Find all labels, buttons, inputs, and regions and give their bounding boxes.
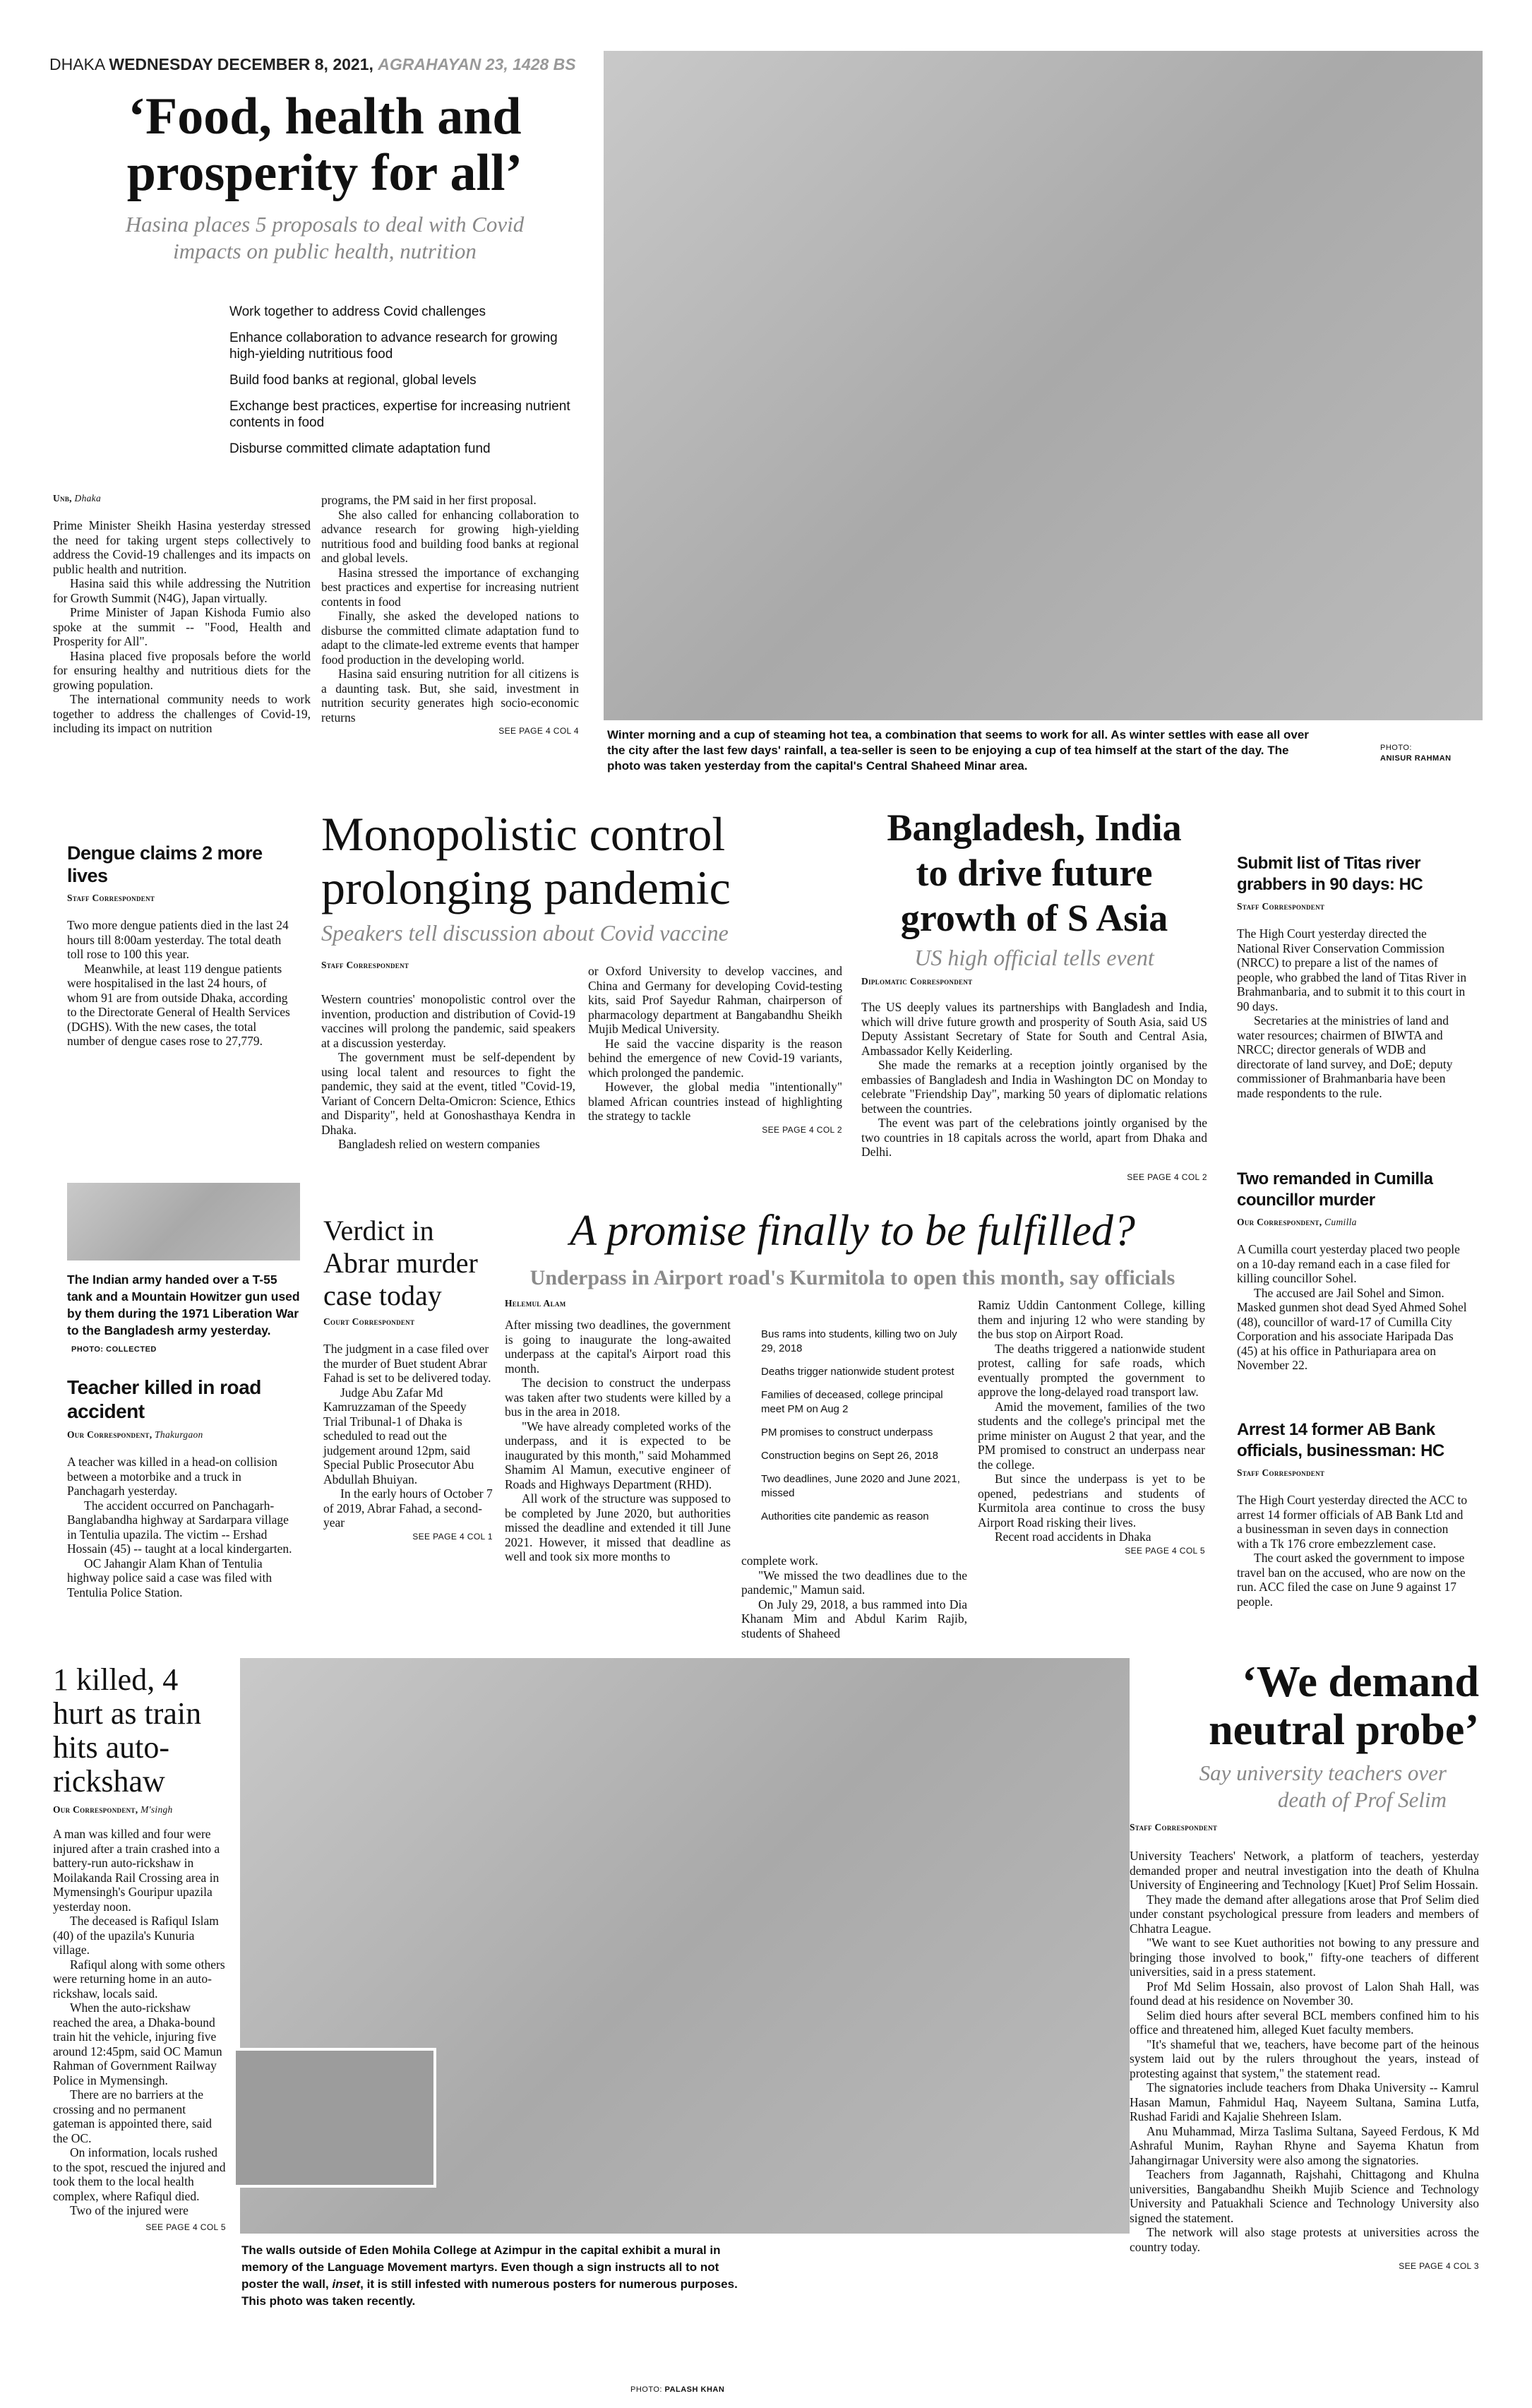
lead-bullet: Exchange best practices, expertise for increasing nutrient contents in food: [229, 399, 570, 430]
lead-body-1: [53, 518, 311, 736]
promise-col-2-tail: [741, 1554, 967, 1640]
mural-caption-inset: inset: [332, 2277, 361, 2291]
lead-bullet: Disburse committed climate adaptation fund: [229, 441, 491, 456]
train-byline-place: M'singh: [140, 1804, 173, 1815]
cumilla-headline: Two remanded in Cumilla councillor murder: [1237, 1169, 1433, 1210]
paragraph: The accused are Jail Sohel and Simon. Masked gunmen shot dead Syed Ahmed Sohel (48), councillor of ward-17 of Cumilla City Corporation and his associate Haripada Das (45) at his office in Pathuriapara area on November 22.: [1237, 1285, 1467, 1372]
lead-subheadline: [49, 211, 600, 265]
promise-byline: Helemul Alam: [505, 1298, 566, 1309]
paragraph: A man was killed and four were injured after a train crashed into a battery-run auto-rickshaw in Moilakanda Rail Crossing area in Mymensingh's Gouripur upazila yesterday noon.: [53, 1827, 220, 1914]
paragraph: Hasina said this while addressing the Nutrition for Growth Summit (N4G), Japan virtually.: [53, 576, 311, 605]
probe-headline: [1130, 1658, 1479, 1754]
paragraph: or Oxford University to develop vaccines, and China and Germany for developing Covid-testing kits, said Prof Sayedur Rahman, chairperson of pharmacology department at Bangabandhu Sheikh Mujib Medical University.: [588, 964, 842, 1036]
bd-india-byline: Diplomatic Correspondent: [861, 976, 973, 987]
lead-story: [49, 88, 600, 265]
lead-col-1: [53, 487, 311, 736]
cumilla-byline-place: Cumilla: [1324, 1217, 1357, 1227]
paragraph: Selim died hours after several BCL members confined him to his office and threatened him, alleged Kuet faculty members.: [1130, 2008, 1479, 2037]
bd-india-jump: SEE PAGE 4 COL 2: [1127, 1172, 1207, 1182]
lead-body-2: [321, 493, 579, 725]
abbank-body: [1237, 1493, 1470, 1609]
dateline-bangla: AGRAHAYAN 23, 1428 BS: [378, 55, 576, 73]
abrar-headline-line1: Verdict in: [323, 1215, 434, 1246]
paragraph: A Cumilla court yesterday placed two people on a 10-day remand each in a case filed for killing councillor Sohel.: [1237, 1242, 1460, 1285]
tea-credit-name: ANISUR RAHMAN: [1380, 754, 1452, 763]
cumilla-byline: [1237, 1217, 1470, 1228]
probe-subheadline: [1130, 1760, 1479, 1813]
bd-india-headline-line2: to drive future: [916, 852, 1153, 894]
timeline-item: Construction begins on Sept 26, 2018: [761, 1450, 939, 1462]
abrar-headline-line3: case today: [323, 1280, 442, 1311]
promise-timeline: [761, 1328, 969, 1533]
probe-byline: Staff Correspondent: [1130, 1822, 1218, 1832]
train-jump: SEE PAGE 4 COL 5: [145, 2222, 226, 2232]
paragraph: The signatories include teachers from Dhaka University -- Kamrul Hasan Mamun, Fahmidul Haq, Nayeem Sultana, Samina Lutfa, Rushad Faridi and Kajalie Shehreen Islam.: [1130, 2080, 1479, 2123]
probe-body: [1130, 1849, 1479, 2254]
probe-headline-line2: neutral probe’: [1209, 1706, 1479, 1754]
probe-jump: SEE PAGE 4 COL 3: [1399, 2261, 1479, 2271]
paragraph: The US deeply values its partnerships with Bangladesh and India, which will drive future growth and prosperity of South Asia, said US Deputy Assistant Secretary of State for South and Central Asia, Ambassador Kelly Keiderling.: [861, 1000, 1207, 1058]
dateline-city: DHAKA: [49, 55, 104, 73]
promise-body-2: [741, 1554, 967, 1640]
paragraph: Hasina placed five proposals before the world for ensuring healthy and nutritious diets for the growing population.: [53, 648, 311, 692]
promise-col-1: [505, 1298, 731, 1564]
probe-story: [1130, 1658, 1479, 2271]
paragraph: Ramiz Uddin Cantonment College, killing them and injuring 12 who were standing by the bus stop on Airport Road.: [978, 1298, 1205, 1341]
lead-jump: SEE PAGE 4 COL 4: [498, 726, 579, 736]
abrar-story: [323, 1215, 493, 1542]
masthead-dateline: [49, 55, 576, 74]
timeline-item: Authorities cite pandemic as reason: [761, 1510, 929, 1522]
dengue-body: [67, 918, 293, 1049]
mural-photo-caption: [241, 2242, 746, 2310]
paragraph: Two of the injured were: [70, 2203, 188, 2217]
train-byline-name: Our Correspondent,: [53, 1804, 138, 1815]
teacher-byline-place: Thakurgaon: [155, 1429, 203, 1440]
paragraph: University Teachers' Network, a platform of teachers, yesterday demanded proper and neutral investigation into the death of Khulna University of Engineering and Technology [Kuet] Prof Selim Hossain.: [1130, 1849, 1479, 1892]
paragraph: After missing two deadlines, the government is going to inaugurate the long-awaited underpass at the capital's Airport road this month.: [505, 1318, 731, 1376]
dengue-headline: Dengue claims 2 more lives: [67, 842, 263, 886]
paragraph: Recent road accidents in Dhaka: [995, 1530, 1151, 1544]
lead-bullet-list: [229, 304, 575, 467]
train-headline-line4: rickshaw: [53, 1764, 165, 1799]
paragraph: Finally, she asked the developed nations to disburse the committed climate adaptation fund to adapt to the climate-led extreme events that hamper food production in the developing world.: [321, 609, 579, 667]
paragraph: On July 29, 2018, a bus rammed into Dia Khanam Mim and Abdul Karim Rajib, students of Shaheed: [741, 1597, 967, 1640]
mural-credit-label: PHOTO:: [630, 2385, 662, 2394]
paragraph: The deaths triggered a nationwide student protest, calling for safe roads, which eventually prompted the government to approve the long-delayed road transport law.: [978, 1341, 1205, 1399]
promise-jump: SEE PAGE 4 COL 5: [1125, 1545, 1205, 1556]
monopolistic-jump: SEE PAGE 4 COL 2: [762, 1124, 842, 1135]
train-body: [53, 1827, 226, 2218]
abrar-jump: SEE PAGE 4 COL 1: [412, 1531, 493, 1542]
paragraph: complete work.: [741, 1554, 818, 1568]
teacher-byline: [67, 1429, 300, 1441]
train-headline-line2: hurt as train: [53, 1696, 202, 1731]
promise-body-1: [505, 1318, 731, 1564]
army-photo-credit: PHOTO: COLLECTED: [71, 1345, 157, 1354]
timeline-item: PM promises to construct underpass: [761, 1426, 933, 1438]
abrar-byline: Court Correspondent: [323, 1316, 415, 1327]
bd-india-story: [861, 805, 1207, 1182]
paragraph: When the auto-rickshaw reached the area, a Dhaka-bound train hit the vehicle, injuring five around 12:45pm, said OC Mamun Rahman of Government Railway Police in Mymensingh.: [53, 2001, 222, 2087]
train-headline-line3: hits auto-: [53, 1730, 169, 1765]
tea-seller-photo: [604, 51, 1483, 720]
abrar-headline-line2: Abrar murder: [323, 1247, 478, 1279]
mural-caption-a: The walls outside of Eden Mohila College at Azimpur in the capital exhibit a mural in memory of the Language Movement martyrs. Even though a sign instructs all to not poster the wall,: [241, 2243, 721, 2291]
timeline-item: Deaths trigger nationwide student protest: [761, 1366, 954, 1378]
lead-bullet: Enhance collaboration to advance research for growing high-yielding nutritious food: [229, 330, 558, 362]
lead-byline: [53, 493, 311, 504]
timeline-item: Bus rams into students, killing two on July 29, 2018: [761, 1328, 957, 1354]
probe-headline-line1: ‘We demand: [1242, 1658, 1479, 1706]
paragraph: There are no barriers at the crossing and no permanent gateman is appointed there, said the OC.: [53, 2087, 212, 2145]
paragraph: Meanwhile, at least 119 dengue patients were hospitalised in the last 24 hours, of whom 91 are from outside Dhaka, according to the Directorate General of Health Services (DGHS). With the new cases, the total number of dengue cases rose to 27,779.: [67, 961, 290, 1048]
teacher-byline-name: Our Correspondent,: [67, 1429, 152, 1440]
paragraph: Rafiqul along with some others were returning home in an auto-rickshaw, locals said.: [53, 1957, 225, 2001]
paragraph: Two more dengue patients died in the last 24 hours till 8:00am yesterday. The total death toll rose to 100 this year.: [67, 918, 289, 961]
dengue-byline: Staff Correspondent: [67, 893, 155, 903]
timeline-item: Families of deceased, college principal meet PM on Aug 2: [761, 1389, 943, 1415]
paragraph: Western countries' monopolistic control over the invention, production and distribution of Covid-19 vaccines will prolong the pandemic, said speakers at a discussion yesterday.: [321, 992, 575, 1050]
paragraph: Judge Abu Zafar Md Kamruzzaman of the Speedy Trial Tribunal-1 of Dhaka is scheduled to read out the judgement around 12pm, said Special Public Prosecutor Abu Abdullah Bhuiyan.: [323, 1385, 474, 1486]
paragraph: "We want to see Kuet authorities not bowing to any pressure and bringing those involved to book," fifty-one teachers of different universities, said in a press statement.: [1130, 1936, 1479, 1979]
paragraph: All work of the structure was supposed to be completed by June 2020, but authorities missed the deadline and extended it till June 2021. However, it missed that deadline as well and took six more months to: [505, 1491, 731, 1563]
paragraph: On information, locals rushed to the spot, rescued the injured and took them to the local health complex, where Rafiqul died.: [53, 2145, 226, 2203]
bd-india-headline-line1: Bangladesh, India: [887, 806, 1182, 849]
paragraph: programs, the PM said in her first proposal.: [321, 493, 537, 507]
lead-sub-line1: Hasina places 5 proposals to deal with Covid: [125, 212, 525, 237]
paragraph: The government must be self-dependent by using local talent and resources to fight the pandemic, they said at the event, titled "Covid-19, Variant of Concern Delta-Omicron: Science, Ethics and Disparity", held at Gonoshasthaya Kendra in Dhaka.: [321, 1050, 575, 1137]
lead-headline-line2: prosperity for all’: [126, 144, 523, 202]
mural-photo-credit: [630, 2385, 724, 2394]
paragraph: Anu Muhammad, Mirza Taslima Sultana, Sayeed Ferdous, K Md Ashraful Munim, Rayhan Rhyne and Sayema Khatun from Jahangirnagar University were also among the signatories.: [1130, 2123, 1479, 2167]
paragraph: In the early hours of October 7 of 2019, Abrar Fahad, a second-year: [323, 1486, 493, 1530]
army-photo-caption: [67, 1271, 300, 1358]
army-caption-text: The Indian army handed over a T-55 tank and a Mountain Howitzer gun used by them during the 1971 Liberation War to the Bangladesh army yesterday.: [67, 1272, 300, 1337]
paragraph: The event was part of the celebrations jointly organised by the two countries in 18 capitals across the world, apart from Dhaka and Delhi.: [861, 1116, 1207, 1159]
cumilla-body: [1237, 1242, 1470, 1373]
probe-sub-line1: Say university teachers over: [1199, 1760, 1447, 1785]
paragraph: The High Court yesterday directed the National River Conservation Commission (NRCC) to prepare a list of the names of people, who grabbed the land of Titas River in Brahmanbaria, and to submit it to this court in 90 days.: [1237, 926, 1467, 1013]
abrar-body: [323, 1342, 493, 1530]
paragraph: Amid the movement, families of the two students and the college's principal met the prime minister on August 2 that year, and the PM promised to construct an underpass near the college.: [978, 1399, 1205, 1472]
titas-byline: Staff Correspondent: [1237, 901, 1325, 912]
tea-photo-credit: [1380, 743, 1452, 764]
paragraph: He said the vaccine disparity is the reason behind the emergence of new Covid-19 variants, which prolonged the pandemic.: [588, 1036, 842, 1080]
lead-byline-place: Dhaka: [74, 493, 102, 503]
cumilla-story: [1237, 1169, 1470, 1373]
mural-caption-b: , it is still infested with numerous posters for numerous purposes. This photo was taken recently.: [241, 2277, 738, 2308]
paragraph: Bangladesh relied on western companies: [338, 1137, 540, 1151]
probe-sub-line2: death of Prof Selim: [1277, 1787, 1447, 1812]
paragraph: She made the remarks at a reception jointly organised by the embassies of Bangladesh and India in Washington DC on Monday to celebrate "Friendship Day", marking 50 years of diplomatic relations between the countries.: [861, 1058, 1207, 1116]
timeline-item: Two deadlines, June 2020 and June 2021, missed: [761, 1473, 960, 1499]
abrar-headline: [323, 1215, 493, 1312]
paragraph: "We missed the two deadlines due to the pandemic," Mamun said.: [741, 1568, 967, 1597]
paragraph: Prime Minister Sheikh Hasina yesterday stressed the need for taking urgent steps collectively to address the Covid-19 challenges and its impacts on public health and nutrition.: [53, 518, 311, 576]
monopolistic-byline: Staff Correspondent: [321, 960, 409, 970]
bd-india-headline: [861, 805, 1207, 941]
paragraph: The High Court yesterday directed the ACC to arrest 14 former officials of AB Bank Ltd and a businessman in seven days in connection with a Tk 176 crore embezzlement case.: [1237, 1493, 1468, 1551]
titas-story: [1237, 853, 1470, 1100]
paragraph: She also called for enhancing collaboration to advance research for growing high-yielding nutritious food and building food banks at regional and global levels.: [321, 507, 579, 565]
paragraph: Secretaries at the ministries of land and water resources; chairmen of BIWTA and NRCC; director generals of WDB and directorate of land survey, and DoE; deputy commissioner of Brahmanbaria have been made respondents to the rule.: [1237, 1013, 1453, 1100]
teacher-headline: Teacher killed in road accident: [67, 1376, 261, 1422]
army-tank-photo: [67, 1183, 300, 1260]
paragraph: They made the demand after allegations arose that Prof Selim died under constant psychological pressure from leaders and members of Chhatra League.: [1130, 1892, 1479, 1936]
teacher-story: [67, 1376, 300, 1599]
abbank-story: [1237, 1419, 1470, 1609]
paragraph: The judgment in a case filed over the murder of Buet student Abrar Fahad is set to be delivered today.: [323, 1342, 491, 1385]
promise-body-3: [978, 1298, 1205, 1544]
monopolistic-story: [321, 807, 837, 985]
paragraph: However, the global media "intentionally" blamed African countries instead of highlighting the strategy to tackle: [588, 1080, 842, 1123]
dateline-date: WEDNESDAY DECEMBER 8, 2021,: [109, 55, 373, 73]
abbank-byline: Staff Correspondent: [1237, 1467, 1325, 1478]
monopolistic-headline-line2: prolonging pandemic: [321, 861, 731, 914]
paragraph: A teacher was killed in a head-on collision between a motorbike and a truck in Panchagarh yesterday.: [67, 1455, 277, 1498]
paragraph: The international community needs to work together to address the challenges of Covid-19, including its impact on nutrition: [53, 692, 311, 735]
cumilla-byline-name: Our Correspondent,: [1237, 1217, 1322, 1227]
monopolistic-col-2: [588, 964, 842, 1135]
paragraph: Prof Md Selim Hossain, also provost of Lalon Shah Hall, was found dead at his residence on November 30.: [1130, 1979, 1479, 2008]
paragraph: OC Jahangir Alam Khan of Tentulia highway police said a case was filed with Tentulia Police Station.: [67, 1556, 273, 1599]
train-byline: [53, 1804, 226, 1816]
lead-sub-line2: impacts on public health, nutrition: [173, 239, 477, 263]
mural-credit-name: PALASH KHAN: [664, 2385, 725, 2394]
monopolistic-headline: [321, 807, 837, 914]
lead-bullet: Work together to address Covid challenges: [229, 304, 486, 319]
train-headline: [53, 1663, 226, 1799]
bd-india-body: [861, 1000, 1207, 1160]
monopolistic-col-1: [321, 992, 575, 1152]
lead-headline-line1: ‘Food, health and: [128, 88, 522, 145]
monopolistic-body-1: [321, 992, 575, 1152]
tea-photo-caption: Winter morning and a cup of steaming hot tea, a combination that seems to work for all. As winter settles with ease all over the city after the last few days' rainfall, a tea-seller is seen to be enjoying a cup of tea himself at the start of the day. The photo was taken yesterday from the capital's Central Shaheed Minar area.: [607, 728, 1309, 773]
paragraph: The court asked the government to impose travel ban on the accused, who are now on the run. ACC filed the case on June 9 against 17 people.: [1237, 1551, 1466, 1609]
promise-subheadline: Underpass in Airport road's Kurmitola to open this month, say officials: [529, 1266, 1175, 1289]
bd-india-headline-line3: growth of S Asia: [900, 897, 1168, 939]
monopolistic-headline-line1: Monopolistic control: [321, 807, 726, 861]
promise-col-3: [978, 1298, 1205, 1556]
monopolistic-body-2: [588, 964, 842, 1123]
tea-credit-label: PHOTO:: [1380, 744, 1412, 752]
paragraph: Hasina said ensuring nutrition for all citizens is a daunting task. But, she said, investment in nutrition security generates high socio-economic returns: [321, 667, 579, 725]
paragraph: But since the underpass is yet to be opened, pedestrians and students of Kurmitola area continue to cross the busy Airport Road risking their lives.: [978, 1472, 1205, 1530]
paragraph: The deceased is Rafiqul Islam (40) of the upazila's Kunuria village.: [53, 1914, 219, 1957]
lead-byline-name: Unb,: [53, 493, 72, 503]
lead-col-2: [321, 493, 579, 736]
titas-headline: Submit list of Titas river grabbers in 90 days: HC: [1237, 854, 1423, 894]
titas-body: [1237, 926, 1470, 1100]
bd-india-subheadline: US high official tells event: [914, 945, 1154, 970]
lead-bullet: Build food banks at regional, global levels: [229, 373, 477, 388]
train-headline-line1: 1 killed, 4: [53, 1662, 179, 1697]
paragraph: The accident occurred on Panchagarh-Banglabandha highway at Sardarpara village in Tentulia upazila. The victim -- Ershad Hossain (45) -- taught at a local kindergarten.: [67, 1498, 292, 1556]
abbank-headline: Arrest 14 former AB Bank officials, businessman: HC: [1237, 1420, 1444, 1460]
mural-inset-photo: [233, 2048, 436, 2188]
train-story: [53, 1663, 226, 2232]
paragraph: "It's shameful that we, teachers, have become part of the heinous system laid out by the rulers throughout the years, instead of protesting against that system," the statement read.: [1130, 2037, 1479, 2080]
monopolistic-subheadline: Speakers tell discussion about Covid vaccine: [321, 920, 729, 946]
paragraph: Prime Minister of Japan Kishoda Fumio also spoke at the summit -- "Food, Health and Prosperity for All".: [53, 605, 311, 648]
dengue-story: [67, 842, 293, 1049]
paragraph: The network will also stage protests at universities across the country today.: [1130, 2225, 1479, 2254]
paragraph: Hasina stressed the importance of exchanging best practices and expertise for increasing nutrient contents in food: [321, 565, 579, 609]
teacher-body: [67, 1455, 300, 1599]
paragraph: "We have already completed works of the underpass, and it is expected to be inaugurated by this month," said Mohammed Shamim Al Mamun, executive engineer of Roads and Highways Department (RHD).: [505, 1419, 731, 1491]
paragraph: Teachers from Jagannath, Rajshahi, Chittagong and Khulna universities, Bangabandhu Sheikh Mujib Science and Technology University and Patuakhali Science and Technology University also signed the statement.: [1130, 2167, 1479, 2225]
lead-headline: [49, 88, 600, 201]
promise-headline: A promise finally to be fulfilled?: [570, 1207, 1135, 1255]
paragraph: The decision to construct the underpass was taken after two students were killed by a bus in the area in 2018.: [505, 1376, 731, 1419]
